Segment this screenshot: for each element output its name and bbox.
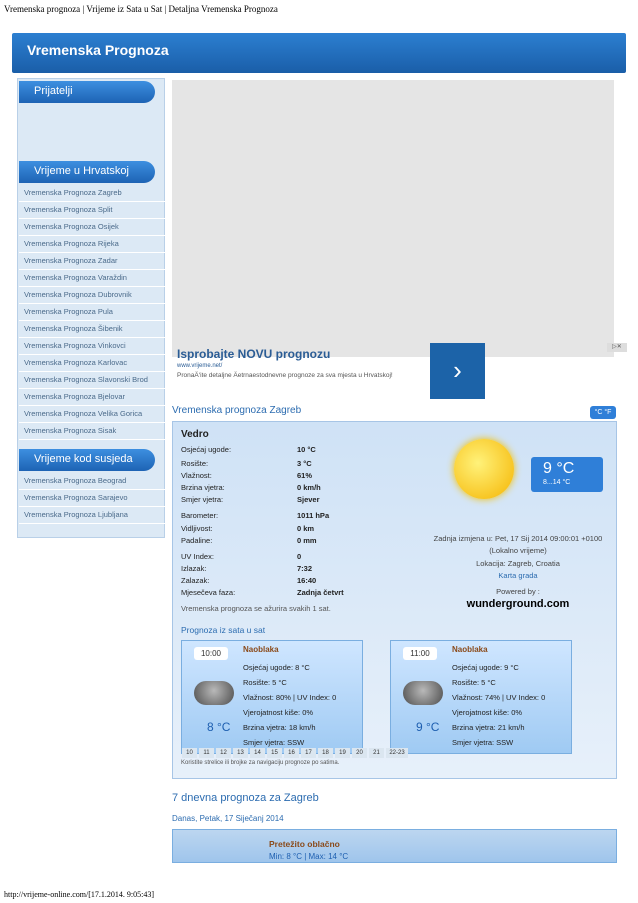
hour-tab[interactable]: 11 (199, 748, 214, 758)
stat-value: 10 °C (297, 445, 316, 454)
hour-tab[interactable]: 19 (335, 748, 350, 758)
sidebar-link[interactable]: Vremenska Prognoza Slavonski Brod (19, 372, 165, 389)
stat-label: Padaline: (181, 536, 213, 545)
sidebar-link[interactable]: Vremenska Prognoza Vinkovci (19, 338, 165, 355)
stat-value: 0 km/h (297, 483, 321, 492)
local-time-label: (Lokalno vrijeme) (489, 546, 547, 555)
sun-icon (454, 439, 514, 499)
site-title[interactable]: Vremenska Prognoza (27, 42, 169, 58)
section-title: Vremenska prognoza Zagreb (172, 405, 302, 416)
hour-detail: Rosište: 5 °C (452, 678, 496, 687)
stat-label: Osjećaj ugode: (181, 445, 232, 454)
sidebar-link[interactable]: Vremenska Prognoza Zagreb (19, 185, 165, 202)
today-range: Min: 8 °C | Max: 14 °C (269, 852, 349, 861)
stat-value: Zadnja četvrt (297, 588, 344, 597)
ad-close-icon[interactable]: ▷✕ (607, 343, 627, 352)
hour-temp: 9 °C (416, 720, 440, 734)
hour-tab[interactable]: 22-23 (386, 748, 408, 758)
site-header (12, 33, 626, 73)
neighbors-list (19, 473, 165, 524)
hour-tab[interactable]: 12 (216, 748, 231, 758)
page-title: Vremenska prognoza | Vrijeme iz Sata u Sat | Detaljna Vremenska Prognoza (4, 4, 278, 14)
stat-value: Sjever (297, 495, 320, 504)
hour-condition: Naoblaka (452, 645, 488, 654)
location-text: Lokacija: Zagreb, Croatia (476, 559, 560, 568)
hourly-title[interactable]: Prognoza iz sata u sat (181, 625, 266, 635)
temp-badge (531, 457, 603, 492)
hour-tab[interactable]: 21 (369, 748, 384, 758)
croatia-list (19, 185, 165, 440)
stat-label: UV Index: (181, 552, 214, 561)
stat-value: 0 (297, 552, 302, 561)
hour-tab[interactable]: 16 (284, 748, 299, 758)
today-forecast (172, 829, 617, 863)
hour-card (390, 640, 572, 754)
hour-tabs (182, 747, 410, 758)
temp-range: 8...14 °C (543, 479, 571, 486)
stat-value: 7:32 (297, 564, 313, 573)
hour-detail: Osjećaj ugode: 9 °C (452, 663, 519, 672)
neighbors-header: Vrijeme kod susjeda (19, 449, 155, 471)
hour-detail: Smjer vjetra: SSW (452, 738, 514, 747)
stat-value: 0 km (297, 524, 315, 533)
sidebar-link[interactable]: Vremenska Prognoza Šibenik (19, 321, 165, 338)
updated-text: Zadnja izmjena u: Pet, 17 Sij 2014 09:00:01 +0100 (433, 534, 603, 543)
sidebar-link[interactable]: Vremenska Prognoza Zadar (19, 253, 165, 270)
hour-time: 11:00 (403, 647, 437, 660)
hour-tab[interactable]: 18 (318, 748, 333, 758)
current-condition: Vedro (181, 429, 209, 440)
sidebar-link[interactable]: Vremenska Prognoza Pula (19, 304, 165, 321)
sidebar-link[interactable]: Vremenska Prognoza Osijek (19, 219, 165, 236)
promo-desc: PronaÄ‘ite detaljne Äetrnaestodnevne prognoze za sva mjesta u Hrvatskoj! (177, 372, 393, 379)
sidebar-link[interactable]: Vremenska Prognoza Ljubljana (19, 507, 165, 524)
hour-detail: Brzina vjetra: 18 km/h (243, 723, 316, 732)
sidebar-link[interactable]: Vremenska Prognoza Varaždin (19, 270, 165, 287)
hour-detail: Vlažnost: 80% | UV Index: 0 (243, 693, 337, 702)
hour-detail: Osjećaj ugode: 8 °C (243, 663, 310, 672)
stat-label: Smjer vjetra: (181, 495, 224, 504)
stat-value: 1011 hPa (297, 511, 330, 520)
hour-tab[interactable]: 10 (182, 748, 197, 758)
stat-label: Izlazak: (181, 564, 207, 573)
today-date: Danas, Petak, 17 Siječanj 2014 (172, 814, 284, 823)
hour-tab[interactable]: 14 (250, 748, 265, 758)
refresh-note: Vremenska prognoza se ažurira svakih 1 sat. (181, 604, 331, 613)
powered-by: Powered by : (496, 587, 540, 596)
promo-arrow-icon[interactable]: › (430, 343, 485, 399)
stat-label: Zalazak: (181, 576, 210, 585)
hour-tab[interactable]: 20 (352, 748, 367, 758)
current-temp: 9 °C (543, 460, 575, 477)
hour-detail: Brzina vjetra: 21 km/h (452, 723, 525, 732)
croatia-header: Vrijeme u Hrvatskoj (19, 161, 155, 183)
hour-detail: Vjerojatnost kiše: 0% (452, 708, 523, 717)
promo-title[interactable]: Isprobajte NOVU prognozu (177, 347, 331, 361)
promo-url[interactable]: www.vrijeme.net/ (177, 363, 223, 369)
stat-label: Brzina vjetra: (181, 483, 225, 492)
hour-temp: 8 °C (207, 720, 231, 734)
sidebar-link[interactable]: Vremenska Prognoza Beograd (19, 473, 165, 490)
unit-toggle[interactable]: °C °F (590, 406, 616, 419)
sidebar-link[interactable]: Vremenska Prognoza Rijeka (19, 236, 165, 253)
promo-banner[interactable] (172, 343, 627, 401)
weather-panel (172, 421, 617, 779)
hour-detail: Smjer vjetra: SSW (243, 738, 305, 747)
cloud-icon (194, 681, 234, 705)
sidebar-link[interactable]: Vremenska Prognoza Karlovac (19, 355, 165, 372)
stat-value: 16:40 (297, 576, 317, 585)
hour-time: 10:00 (194, 647, 228, 660)
sidebar-link[interactable]: Vremenska Prognoza Sarajevo (19, 490, 165, 507)
week-title: 7 dnevna prognoza za Zagreb (172, 792, 319, 804)
today-condition: Pretežito oblačno (269, 839, 340, 849)
sidebar-link[interactable]: Vremenska Prognoza Dubrovnik (19, 287, 165, 304)
hour-tab[interactable]: 17 (301, 748, 316, 758)
hour-detail: Rosište: 5 °C (243, 678, 287, 687)
hour-tab[interactable]: 13 (233, 748, 248, 758)
page-footer: http://vrijeme-online.com/[17.1.2014. 9:05:43] (4, 890, 154, 899)
hour-condition: Naoblaka (243, 645, 279, 654)
stat-value: 3 °C (297, 459, 312, 468)
stat-label: Mjesečeva faza: (181, 588, 236, 597)
hour-detail: Vlažnost: 74% | UV Index: 0 (452, 693, 546, 702)
city-map-link[interactable]: Karta grada (498, 571, 538, 580)
stat-label: Vidljivost: (181, 524, 213, 533)
cloud-icon (403, 681, 443, 705)
hour-card (181, 640, 363, 754)
wunderground-logo[interactable]: wunderground.com (466, 598, 570, 610)
sidebar-link[interactable]: Vremenska Prognoza Velika Gorica (19, 406, 165, 423)
friends-header: Prijatelji (19, 81, 155, 103)
stat-label: Vlažnost: (181, 471, 212, 480)
hour-detail: Vjerojatnost kiše: 0% (243, 708, 314, 717)
sidebar-link[interactable]: Vremenska Prognoza Split (19, 202, 165, 219)
stat-value: 61% (297, 471, 313, 480)
hour-tab[interactable]: 15 (267, 748, 282, 758)
sidebar-link[interactable]: Vremenska Prognoza Bjelovar (19, 389, 165, 406)
stat-label: Barometer: (181, 511, 219, 520)
sidebar-link[interactable]: Vremenska Prognoza Sisak (19, 423, 165, 440)
hours-hint: Koristite strelice ili brojke za navigaciju prognoze po satima. (181, 760, 340, 766)
ad-area (172, 80, 614, 357)
stat-label: Rosište: (181, 459, 209, 468)
stat-value: 0 mm (297, 536, 317, 545)
